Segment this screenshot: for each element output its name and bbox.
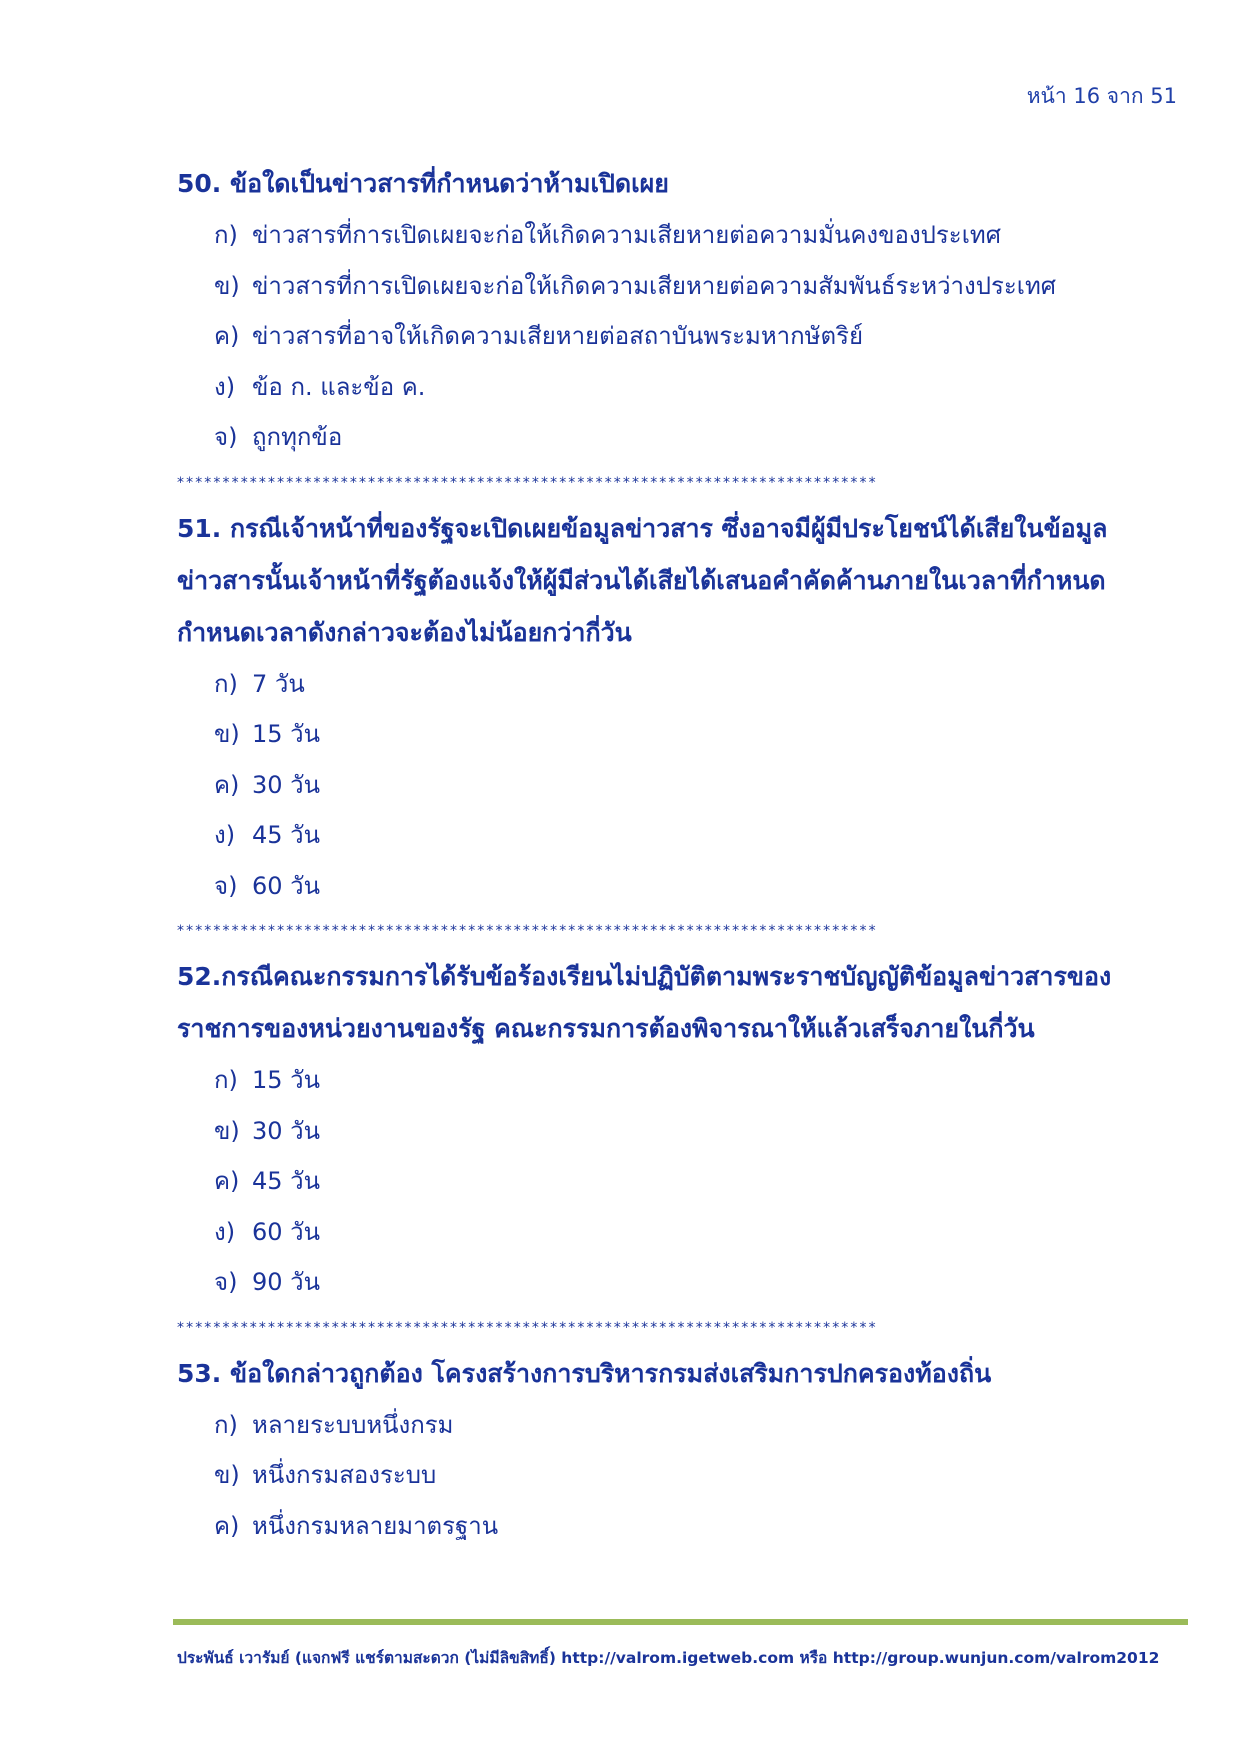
option-item[interactable] [177,1501,1187,1552]
option-letter: ง) [214,821,236,849]
option-letter: จ) [214,423,238,451]
question-block [177,1348,1187,1552]
asterisk-separator: ***************************************************************************** [177,923,878,939]
option-letter: ค) [214,1511,240,1540]
asterisk-separator: ***************************************************************************** [177,474,878,491]
option-text: 45 วัน [252,1167,321,1195]
option-letter: ข) [214,1461,240,1489]
option-text: 60 วัน [252,871,321,900]
option-text: 30 วัน [252,770,321,799]
question-block [177,158,1187,463]
option-item[interactable] [177,659,1187,710]
option-item[interactable] [177,760,1187,811]
option-text: 15 วัน [252,1066,321,1094]
option-text: หนึ่งกรมสองระบบ [252,1461,437,1489]
option-letter: ข) [214,720,240,748]
option-text: 15 วัน [252,720,321,748]
page-number: หน้า 16 จาก 51 [1026,84,1177,108]
option-letter: ก) [214,1410,238,1439]
option-text: หนึ่งกรมหลายมาตรฐาน [252,1511,499,1540]
option-text: ถูกทุกข้อ [252,423,343,451]
option-letter: จ) [214,1268,238,1296]
option-text: ข่าวสารที่การเปิดเผยจะก่อให้เกิดความเสียหายต่อความสัมพันธ์ระหว่างประเทศ [252,271,1057,300]
option-text: ข้อ ก. และข้อ ค. [252,372,426,401]
option-item[interactable] [177,1106,1187,1157]
option-list [177,1055,1187,1308]
option-letter: จ) [214,871,238,900]
option-item[interactable] [177,709,1187,760]
question-text: 51. กรณีเจ้าหน้าที่ของรัฐจะเปิดเผยข้อมูลข่าวสาร ซึ่งอาจมีผู้มีประโยชน์ได้เสียในข้อมูล ข่าวสารนั้นเจ้าหน้าที่รัฐต้องแจ้งให้ผู้มีส่วนได้เสียได้เสนอคำคัดค้านภายในเวลาที่กำหนด กำหนดเวลาดังกล่าวจะต้องไม่น้อยกว่ากี่วัน [177,513,1108,647]
option-item[interactable] [177,210,1187,261]
option-letter: ค) [214,770,240,799]
option-text: หลายระบบหนึ่งกรม [252,1410,454,1439]
option-letter: ค) [214,322,240,350]
option-letter: ก) [214,1066,238,1094]
option-text: 45 วัน [252,821,321,849]
option-item[interactable] [177,1156,1187,1207]
option-item[interactable] [177,1055,1187,1106]
question-block [177,951,1187,1308]
option-item[interactable] [177,412,1187,463]
option-item[interactable] [177,1400,1187,1451]
option-item[interactable] [177,311,1187,362]
option-text: 7 วัน [252,669,305,698]
option-item[interactable] [177,1450,1187,1501]
question-list [177,158,1187,1551]
option-item[interactable] [177,362,1187,413]
option-letter: ง) [214,1217,236,1246]
question-text: 52.กรณีคณะกรรมการได้รับข้อร้องเรียนไม่ปฏิบัติตามพระราชบัญญัติข้อมูลข่าวสารของ ราชการของหน่วยงานของรัฐ คณะกรรมการต้องพิจารณาให้แล้วเสร็จภายในกี่วัน [177,962,1112,1043]
option-item[interactable] [177,1257,1187,1308]
option-text: 30 วัน [252,1116,321,1145]
option-text: ข่าวสารที่การเปิดเผยจะก่อให้เกิดความเสียหายต่อความมั่นคงของประเทศ [252,221,1001,249]
question-text: 53. ข้อใดกล่าวถูกต้อง โครงสร้างการบริหารกรมส่งเสริมการปกครองท้องถิ่น [177,1358,992,1388]
option-list [177,1400,1187,1552]
option-text: 90 วัน [252,1268,321,1296]
option-list [177,210,1187,463]
option-letter: ก) [214,669,238,698]
option-letter: ข) [214,271,240,300]
option-text: ข่าวสารที่อาจให้เกิดความเสียหายต่อสถาบันพระมหากษัตริย์ [252,322,864,350]
option-letter: ง) [214,372,236,401]
footer-divider [173,1619,1188,1625]
option-list [177,659,1187,912]
option-item[interactable] [177,261,1187,312]
footer-credit: ประพันธ์ เวารัมย์ (แจกฟรี แชร์ตามสะดวก (ไม่มีลิขสิทธิ์) http://valrom.igetweb.com หรือ http://group.wunjun.com/valrom2012 [177,1649,1160,1667]
option-item[interactable] [177,810,1187,861]
option-text: 60 วัน [252,1217,321,1246]
question-block [177,503,1187,912]
asterisk-separator: ***************************************************************************** [177,1319,878,1336]
question-text: 50. ข้อใดเป็นข่าวสารที่กำหนดว่าห้ามเปิดเผย [177,169,669,198]
option-item[interactable] [177,861,1187,912]
option-letter: ข) [214,1116,240,1145]
option-letter: ก) [214,221,238,249]
option-letter: ค) [214,1167,240,1195]
option-item[interactable] [177,1207,1187,1258]
